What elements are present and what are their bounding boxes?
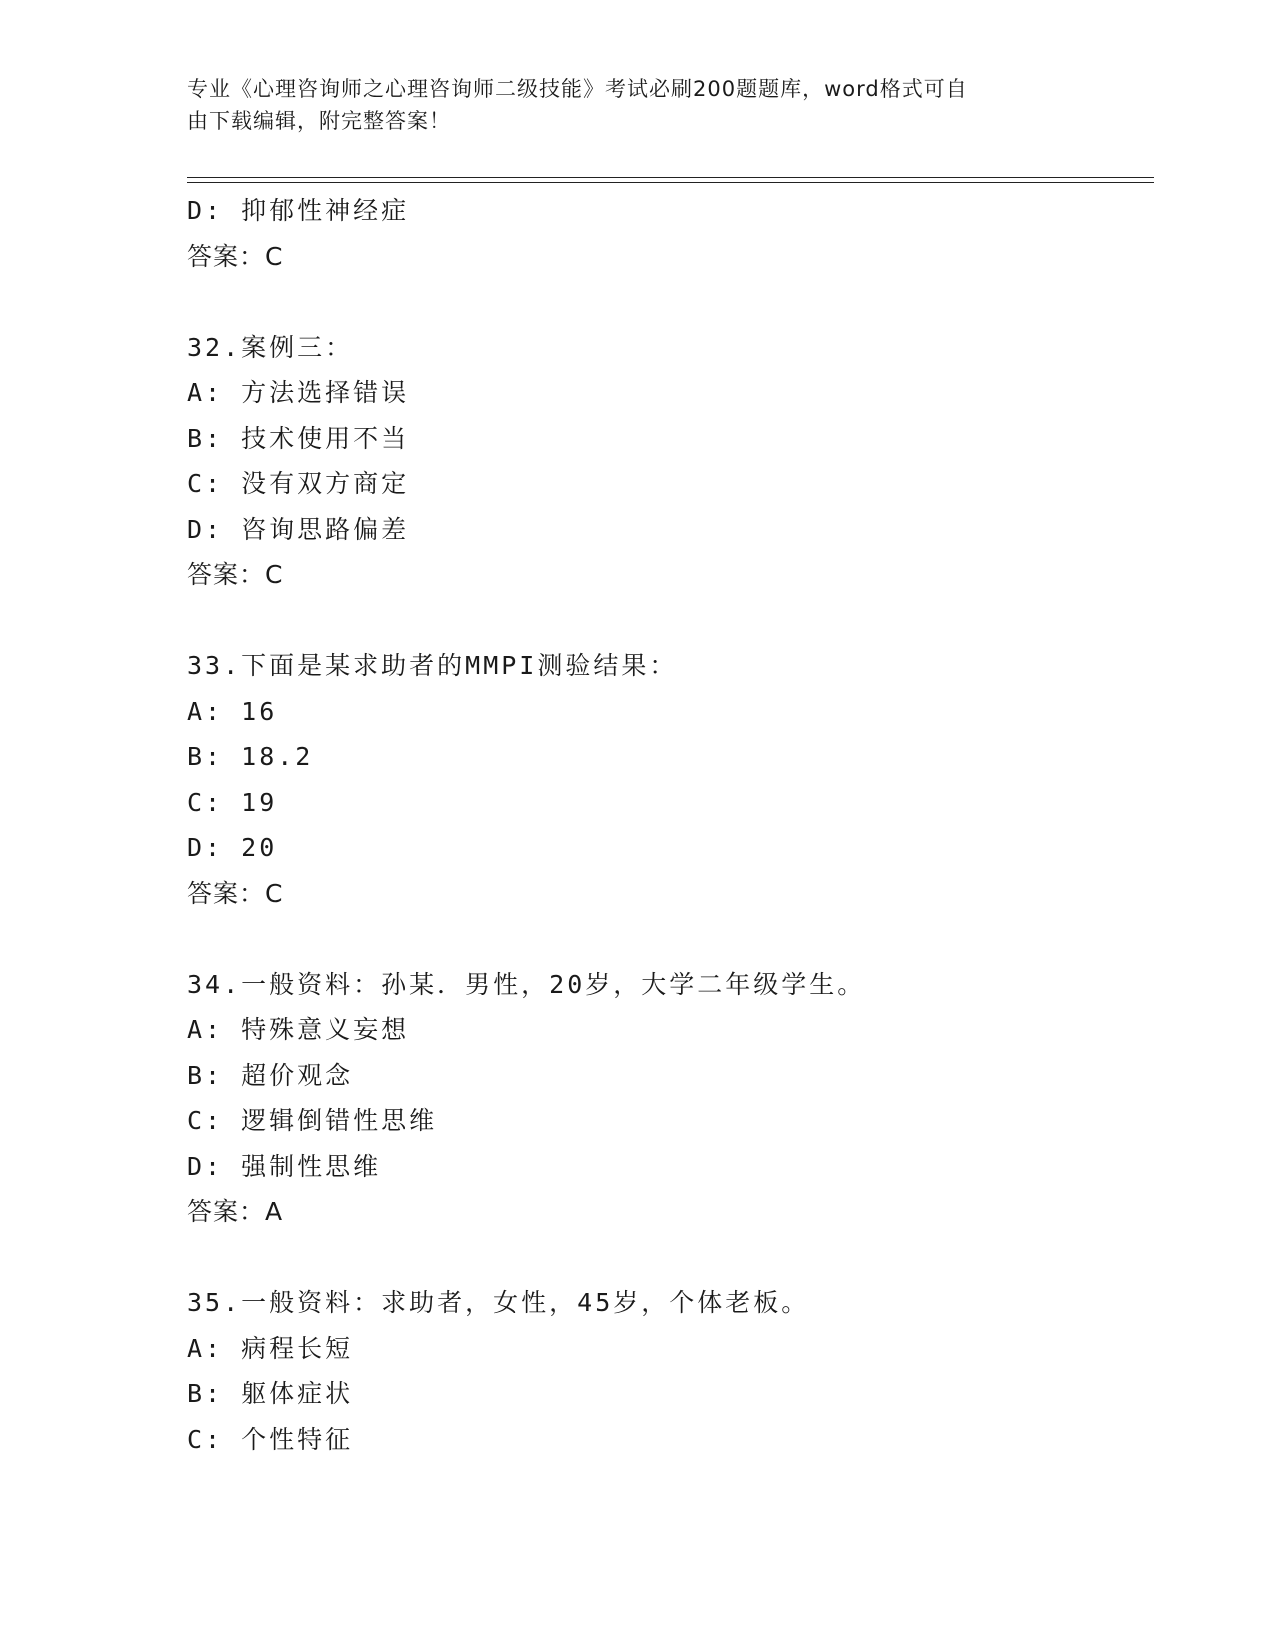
option-b: B: 18.2 — [187, 742, 314, 771]
option-d: D: 20 — [187, 833, 278, 862]
option-d: D: 强制性思维 — [187, 1151, 382, 1181]
answer-line: 答案：C — [187, 878, 284, 908]
question-35 — [187, 1280, 1147, 1462]
question-32 — [187, 325, 1147, 598]
question-list — [187, 188, 1147, 1462]
option-c: C: 个性特征 — [187, 1424, 354, 1454]
header-line-1: 专业《心理咨询师之心理咨询师二级技能》考试必刷200题题库，word格式可自 — [187, 77, 968, 101]
option-b: B: 躯体症状 — [187, 1379, 354, 1408]
question-stem: 35.一般资料：求助者，女性，45岁，个体老板。 — [187, 1288, 810, 1317]
header-divider-top — [187, 177, 1154, 178]
option-d: D: 咨询思路偏差 — [187, 514, 410, 544]
option-a: A: 方法选择错误 — [187, 378, 410, 407]
question-33 — [187, 643, 1147, 916]
option-a: A: 病程长短 — [187, 1333, 354, 1363]
question-stem: 33.下面是某求助者的MMPI测验结果： — [187, 651, 678, 680]
question-stem: 32.案例三： — [187, 332, 354, 362]
option-a: A: 特殊意义妄想 — [187, 1015, 410, 1044]
option-c: C: 没有双方商定 — [187, 469, 410, 498]
question-34 — [187, 962, 1147, 1235]
option-c: C: 逻辑倒错性思维 — [187, 1106, 438, 1135]
question-stem: 34.一般资料：孙某．男性，20岁，大学二年级学生。 — [187, 969, 866, 999]
answer-line: 答案：C — [187, 560, 284, 589]
spacer — [187, 916, 1147, 962]
answer-line: 答案：A — [187, 1197, 284, 1226]
answer-line: 答案：C — [187, 241, 284, 271]
spacer — [187, 279, 1147, 325]
option-c: C: 19 — [187, 787, 278, 817]
spacer — [187, 1235, 1147, 1281]
option-b: B: 超价观念 — [187, 1060, 354, 1090]
document-header — [187, 73, 1067, 137]
spacer — [187, 598, 1147, 644]
option-d: D: 抑郁性神经症 — [187, 196, 410, 225]
option-a: A: 16 — [187, 696, 278, 726]
header-line-2: 由下载编辑，附完整答案！ — [187, 109, 451, 133]
header-divider-bottom — [187, 182, 1154, 183]
option-b: B: 技术使用不当 — [187, 423, 410, 453]
